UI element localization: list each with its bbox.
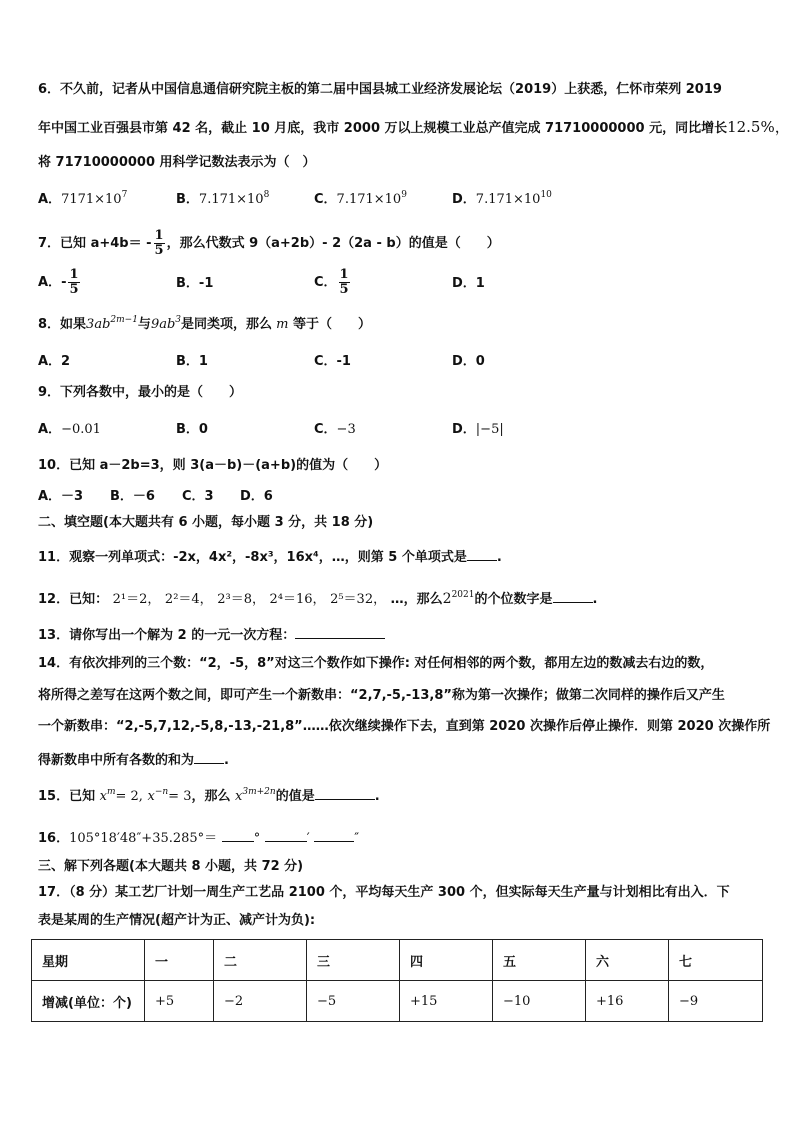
q15-answer-blank[interactable]	[315, 786, 375, 800]
q6-line1: 6．不久前，记者从中国信息通信研究院主板的第二届中国县城工业经济发展论坛（2019）上获悉，仁怀市荣列 2019	[38, 82, 722, 97]
q17-line1: 17．（8 分）某工艺厂计划一周生产工艺品 2100 个，平均每天生产 300 个，但实际每天生产量与计划相比有出入．下	[38, 885, 730, 900]
q10-option-c: C．3	[182, 489, 214, 504]
q7-option-b: B．-1	[176, 276, 214, 291]
q6-option-b: B．$7.171\times 10^8$	[176, 190, 270, 207]
q8-option-a: A．2	[38, 354, 71, 369]
table-cell: 六	[586, 940, 669, 981]
q14-answer-blank[interactable]	[194, 750, 224, 764]
table-cell: 二	[214, 940, 307, 981]
q12-answer-blank[interactable]	[553, 589, 593, 603]
q9-option-d: D．|−5|	[452, 422, 504, 437]
table-cell: −9	[669, 981, 763, 1022]
q6-percent: 12.5%，	[727, 118, 790, 136]
q6-option-a: A．$7171\times 10^7$	[38, 190, 128, 207]
table-cell: +16	[586, 981, 669, 1022]
q10-stem: 10．已知 a－2b=3，则 3(a－b)－(a+b)的值为（ ）	[38, 458, 388, 473]
q17-line2: 表是某周的生产情况(超产计为正、减产计为负):	[38, 913, 316, 928]
table-cell: +15	[400, 981, 493, 1022]
q8-stem: 8．如果$3ab^{2m-1}$与$9ab^3$是同类项，那么 m 等于（ ）	[38, 315, 372, 332]
section-2-heading: 二、填空题(本大题共有 6 小题，每小题 3 分，共 18 分)	[38, 515, 374, 530]
production-table	[31, 939, 763, 1022]
table-cell: 三	[307, 940, 400, 981]
q12-stem: 12．已知： 2¹＝2， 2²＝4， 2³＝8， 2⁴＝16， 2⁵＝32， …，那么$2^{2021}$的个位数字是 .	[38, 590, 598, 607]
q6-line2-text: 年中国工业百强县市第 42 名，截止 10 月底，我市 2000 万以上规模工业总产值完成 71710000000 元，同比增长	[38, 121, 728, 136]
q7-fraction: $\frac{1}{5}$	[154, 228, 164, 258]
q13-stem: 13．请你写出一个解为 2 的一元一次方程：	[38, 625, 385, 644]
q9-stem: 9．下列各数中，最小的是（ ）	[38, 385, 243, 400]
q7-option-c: C． $\frac{1}{5}$	[314, 267, 349, 297]
q7-option-a: A．- $\frac{1}{5}$	[38, 267, 79, 297]
q13-answer-blank[interactable]	[295, 625, 385, 639]
table-cell: 四	[400, 940, 493, 981]
q6-option-d: D．$7.171\times 10^{10}$	[452, 190, 552, 207]
q11-stem: 11．观察一列单项式：-2x，4x²，-8x³，16x⁴，…，则第 5 个单项式是 .	[38, 547, 502, 566]
table-cell: 一	[145, 940, 214, 981]
q6-line2	[38, 119, 790, 137]
table-cell: +5	[145, 981, 214, 1022]
q9-option-b: B．0	[176, 422, 208, 437]
q6-option-c: C．$7.171\times 10^9$	[314, 190, 407, 207]
q9-option-a: A．−0.01	[38, 422, 101, 437]
q16-minute-blank[interactable]	[265, 828, 307, 842]
q14-line3: 一个新数串：“2,-5,7,12,-5,8,-13,-21,8”……依次继续操作下去，直到第 2020 次操作后停止操作．则第 2020 次操作所	[38, 719, 771, 734]
q10-option-b: B．－6	[110, 489, 155, 504]
q8-option-d: D．0	[452, 354, 485, 369]
q16-stem: 16．105°18′48″+35.285°＝ ° ′ ″	[38, 828, 359, 847]
q7-option-d: D．1	[452, 276, 485, 291]
table-cell: −2	[214, 981, 307, 1022]
q10-option-a: A．－3	[38, 489, 84, 504]
q10-option-d: D．6	[240, 489, 273, 504]
q16-degree-blank[interactable]	[222, 828, 254, 842]
q11-answer-blank[interactable]	[467, 547, 497, 561]
table-header-row	[32, 940, 763, 981]
q8-option-c: C．-1	[314, 354, 351, 369]
table-cell: 增减(单位：个)	[32, 981, 145, 1022]
q7-stem: 7．已知 a+4b＝ - $\frac{1}{5}$ ，那么代数式 9（a+2b）- 2（2a - b）的值是（ ）	[38, 228, 500, 258]
q9-option-c: C．−3	[314, 422, 356, 437]
table-row	[32, 981, 763, 1022]
q16-second-blank[interactable]	[314, 828, 354, 842]
q15-stem: 15．已知 $x^m= 2$, $x^{-n}= 3$，那么 $x^{3m+2n}$的值是 .	[38, 787, 380, 804]
q14-line2: 将所得之差写在这两个数之间，即可产生一个新数串：“2,7,-5,-13,8”称为第一次操作；做第二次同样的操作后又产生	[38, 688, 725, 703]
q16-expression: 105°18′48″+35.285°＝	[69, 831, 218, 846]
table-cell: −10	[493, 981, 586, 1022]
q6-line3: 将 71710000000 用科学记数法表示为（ ）	[38, 155, 316, 170]
q8-option-b: B．1	[176, 354, 208, 369]
section-3-heading: 三、解下列各题(本大题共 8 小题，共 72 分)	[38, 859, 304, 874]
table-cell: −5	[307, 981, 400, 1022]
q14-line4: 得新数串中所有各数的和为 .	[38, 750, 229, 769]
q14-line1: 14．有依次排列的三个数：“2，-5，8”对这三个数作如下操作: 对任何相邻的两个数，都用左边的数减去右边的数，	[38, 656, 714, 671]
table-cell: 七	[669, 940, 763, 981]
table-cell: 五	[493, 940, 586, 981]
table-cell: 星期	[32, 940, 145, 981]
